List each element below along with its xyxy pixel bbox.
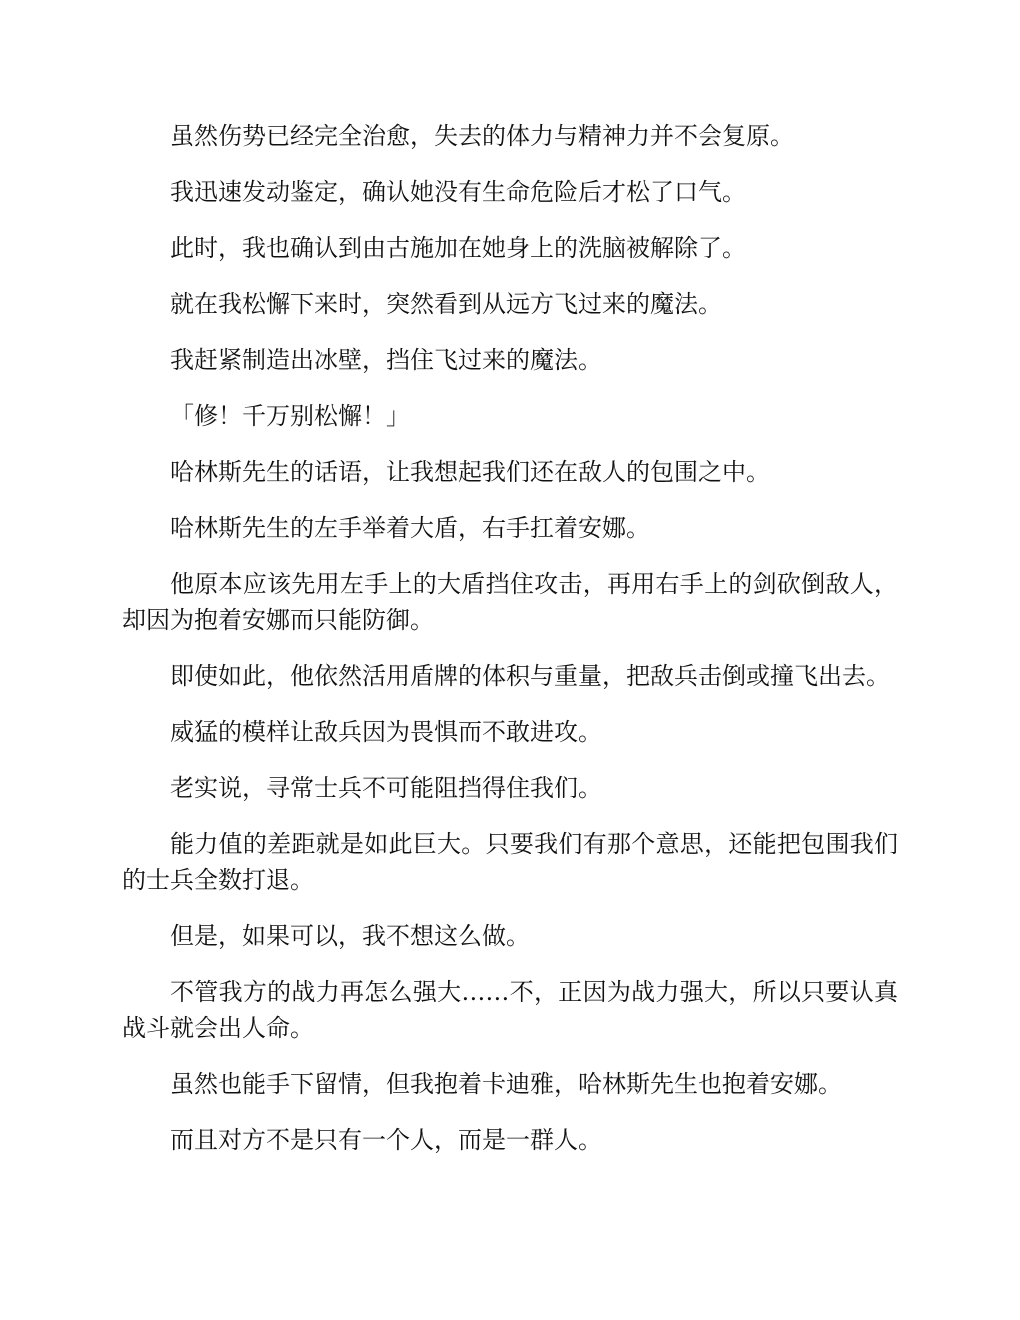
paragraph: 他原本应该先用左手上的大盾挡住攻击，再用右手上的剑砍倒敌人，却因为抱着安娜而只能防御。	[122, 570, 898, 634]
paragraph: 此时，我也确认到由古施加在她身上的洗脑被解除了。	[170, 234, 746, 262]
paragraph: 老实说，寻常士兵不可能阻挡得住我们。	[170, 774, 602, 802]
paragraph: 威猛的模样让敌兵因为畏惧而不敢进攻。	[170, 718, 602, 746]
paragraph: 但是，如果可以，我不想这么做。	[170, 922, 530, 950]
paragraph: 能力值的差距就是如此巨大。只要我们有那个意思，还能把包围我们的士兵全数打退。	[122, 830, 898, 894]
paragraph: 虽然伤势已经完全治愈，失去的体力与精神力并不会复原。	[170, 122, 794, 150]
dialogue-paragraph: 「修！千万别松懈！」	[170, 402, 410, 430]
paragraph: 哈林斯先生的话语，让我想起我们还在敌人的包围之中。	[170, 458, 770, 486]
paragraph: 我赶紧制造出冰壁，挡住飞过来的魔法。	[170, 346, 602, 374]
paragraph: 即使如此，他依然活用盾牌的体积与重量，把敌兵击倒或撞飞出去。	[170, 662, 890, 690]
paragraph: 不管我方的战力再怎么强大……不，正因为战力强大，所以只要认真战斗就会出人命。	[122, 978, 898, 1042]
paragraph: 就在我松懈下来时，突然看到从远方飞过来的魔法。	[170, 290, 722, 318]
body-text	[122, 118, 898, 1178]
paragraph: 而且对方不是只有一个人，而是一群人。	[170, 1126, 602, 1154]
paragraph: 哈林斯先生的左手举着大盾，右手扛着安娜。	[170, 514, 650, 542]
paragraph: 我迅速发动鉴定，确认她没有生命危险后才松了口气。	[170, 178, 746, 206]
paragraph: 虽然也能手下留情，但我抱着卡迪雅，哈林斯先生也抱着安娜。	[170, 1070, 842, 1098]
